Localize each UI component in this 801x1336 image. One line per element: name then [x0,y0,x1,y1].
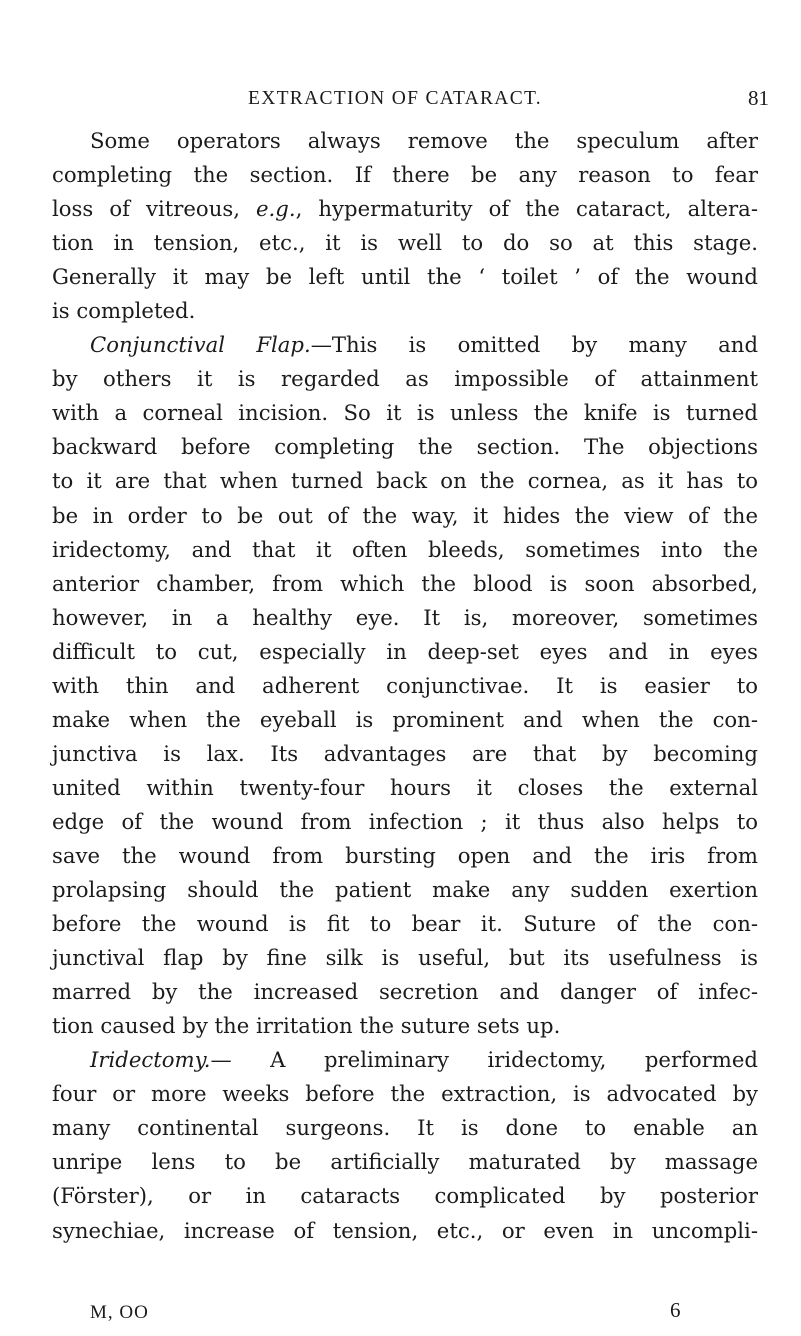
text-line: tion caused by the irritation the suture sets up. [52,1013,561,1039]
text-line: tion in tension, etc., it is well to do so at this stage. [52,230,758,256]
printer-signature: M, OO [90,1302,149,1323]
text-line: united within twenty-four hours it closes the external [52,774,758,800]
text-line: backward before completing the section. The objections [52,434,758,460]
text-line: with thin and adherent conjunctivae. It is easier to [52,672,758,698]
text-line: with a corneal incision. So it is unless the knife is turned [52,400,758,426]
text-line: save the wound from bursting open and the iris from [52,842,758,868]
text-line-with-heading [52,328,758,362]
text-line: is completed. [52,298,196,324]
text-line: (Förster), or in cataracts complicated by posterior [52,1183,758,1209]
text-line: Generally it may be left until the ‘ toilet ’ of the wound [52,264,758,290]
text-line: many continental surgeons. It is done to enable an [52,1115,758,1141]
text-line: difficult to cut, especially in deep-set eyes and in eyes [52,638,758,664]
section-heading-iridectomy: Iridectomy. [90,1047,211,1073]
text-line: Some operators always remove the speculum after [90,128,758,153]
text-line-rest: —This is omitted by many and [310,332,759,358]
body-text [52,124,758,1248]
section-heading-conjunctival-flap: Conjunctival Flap. [90,332,311,358]
sheet-number: 6 [670,1298,681,1322]
text-line: iridectomy, and that it often bleeds, sometimes into the [52,536,758,562]
text-line: synechiae, increase of tension, etc., or even in uncompli- [52,1217,758,1243]
text-line: edge of the wound from infection ; it thus also helps to [52,808,758,834]
text-line: to it are that when turned back on the cornea, as it has to [52,468,758,494]
text-line: however, in a healthy eye. It is, moreover, sometimes [52,604,758,630]
text-line: loss of vitreous, e.g., hypermaturity of the cataract, altera- [52,196,758,222]
text-line: unripe lens to be artificially maturated by massage [52,1149,758,1175]
text-line: anterior chamber, from which the blood is soon absorbed, [52,570,758,596]
text-line: completing the section. If there be any reason to fear [52,162,758,188]
text-line: marred by the increased secretion and danger of infec- [52,979,758,1005]
text-line: be in order to be out of the way, it hides the view of the [52,502,758,528]
text-line: junctival flap by fine silk is useful, but its usefulness is [52,945,758,971]
text-line: by others it is regarded as impossible of attainment [52,366,758,392]
text-line: four or more weeks before the extraction, is advocated by [52,1081,758,1107]
page-number: 81 [748,86,769,110]
running-head: EXTRACTION OF CATARACT. [248,88,542,109]
text-line: make when the eyeball is prominent and when the con- [52,706,758,732]
text-line-rest: — A preliminary iridectomy, performed [210,1047,758,1073]
text-line: prolapsing should the patient make any sudden exertion [52,877,758,903]
text-line-with-heading [52,1043,758,1077]
text-line: before the wound is fit to bear it. Suture of the con- [52,911,758,937]
text-line: junctiva is lax. Its advantages are that by becoming [52,740,758,766]
